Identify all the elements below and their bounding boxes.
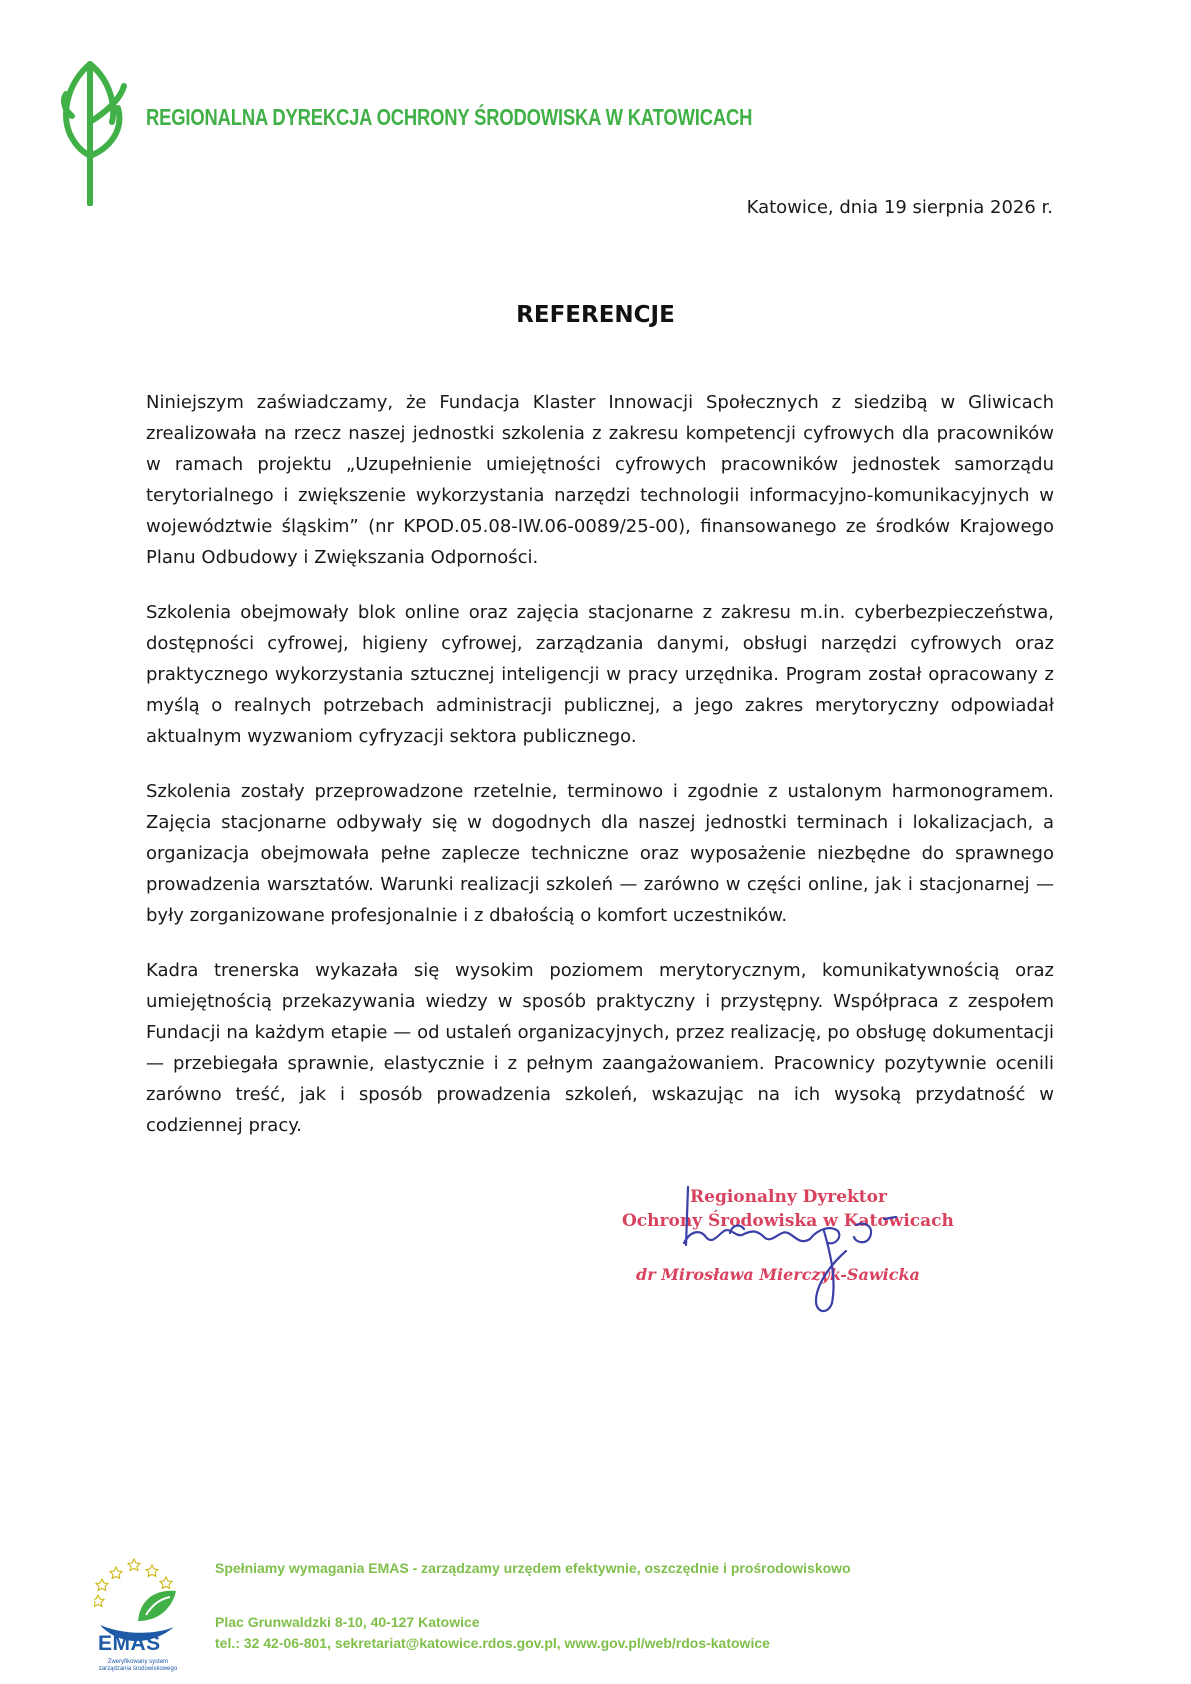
footer-contact: tel.: 32 42-06-801, sekretariat@katowice.rdos.gov.pl, www.gov.pl/web/rdos-katowice (215, 1635, 770, 1651)
stamp-office-line: Ochrony Środowiska w Katowicach (622, 1211, 954, 1231)
footer-address: Plac Grunwaldzki 8-10, 40-127 Katowice (215, 1614, 480, 1630)
organization-name: REGIONALNA DYREKCJA OCHRONY ŚRODOWISKA W KATOWICACH (146, 104, 753, 130)
emas-logo (94, 1530, 184, 1680)
stamp-name-line: dr Mirosława Mierczyk-Sawicka (636, 1265, 920, 1284)
emas-logo-subtext: Zweryfikowany system zarządzania środowiskowego (98, 1659, 178, 1672)
stamp-title-line: Regionalny Dyrektor (690, 1187, 887, 1207)
paragraph: Szkolenia zostały przeprowadzone rzetelnie, terminowo i zgodnie z ustalonym harmonogramem. Zajęcia stacjonarne odbywały się w dogodnych dla naszej jednostki terminach i lokalizacjach, a organizacja obejmowała pełne zaplecze techniczne oraz wyposażenie niezbędne do sprawnego prowadzenia warsztatów. Warunki realizacji szkoleń — zarówno w części online, jak i stacjonarnej — były zorganizowane profesjonalnie i z dbałością o komfort uczestników. (146, 781, 1054, 926)
paragraph: Kadra trenerska wykazała się wysokim poziomem merytorycznym, komunikatywnością oraz umiejętnością przekazywania wiedzy w sposób praktyczny i przystępny. Współpraca z zespołem Fundacji na każdym etapie — od ustaleń organizacyjnych, przez realizację, po obsługę dokumentacji — przebiegała sprawnie, elastycznie i z pełnym zaangażowaniem. Pracownicy pozytywnie ocenili zarówno treść, jak i sposób prowadzenia szkoleń, wskazując na ich wysoką przydatność w codziennej pracy. (146, 960, 1054, 1136)
document-title: REFERENCJE (516, 302, 675, 328)
paragraph: Niniejszym zaświadczamy, że Fundacja Klaster Innowacji Społecznych z siedzibą w Gliwicach zrealizowała na rzecz naszej jednostki szkolenia z zakresu kompetencji cyfrowych dla pracowników w ramach projektu „Uzupełnienie umiejętności cyfrowych pracowników jednostek samorządu terytorialnego i zwiększenie wykorzystania narzędzi technologii informacyjno-komunikacyjnych w województwie śląskim” (nr KPOD.05.08-IW.06-0089/25-00), finansowanego ze środków Krajowego Planu Odbudowy i Zwiększania Odporności. (146, 392, 1054, 568)
paragraph: Szkolenia obejmowały blok online oraz zajęcia stacjonarne z zakresu m.in. cyberbezpieczeństwa, dostępności cyfrowej, higieny cyfrowej, zarządzania danymi, obsługi narzędzi cyfrowych oraz praktycznego wykorzystania sztucznej inteligencji w pracy urzędnika. Program został opracowany z myślą o realnych potrzebach administracji publicznej, a jego zakres merytoryczny odpowiadał aktualnym wyzwaniom cyfryzacji sektora publicznego. (146, 602, 1054, 747)
director-stamp (620, 1185, 960, 1315)
letter-body (146, 387, 1054, 1165)
place-and-date: Katowice, dnia 19 sierpnia 2026 r. (746, 197, 1053, 218)
handwritten-signature (660, 1185, 920, 1315)
emas-logo-text: EMAS (98, 1632, 161, 1655)
emas-statement: Spełniamy wymagania EMAS - zarządzamy urzędem efektywnie, oszczędnie i prośrodowiskowo (215, 1560, 851, 1576)
leaf-icon (58, 56, 138, 206)
